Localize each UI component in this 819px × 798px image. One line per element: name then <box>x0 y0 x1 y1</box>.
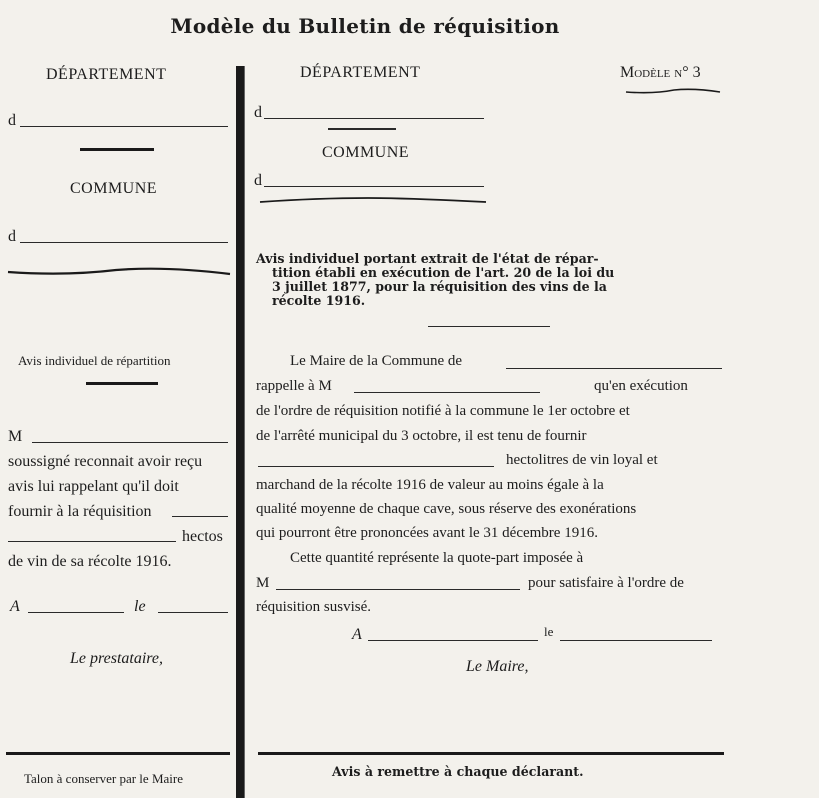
right-a-label: A <box>352 626 362 643</box>
body-line-4: de l'arrêté municipal du 3 octobre, il est tenu de fournir <box>256 428 587 444</box>
body-line-2b: qu'en exécution <box>594 378 688 394</box>
left-m-line <box>32 442 228 443</box>
heading-line-2: tition établi en exécution de l'art. 20 de la loi du <box>272 265 615 280</box>
right-maire: Le Maire, <box>466 658 529 675</box>
left-line-2: avis lui rappelant qu'il doit <box>8 478 179 495</box>
left-hectos-fill <box>8 541 176 542</box>
left-line-5: de vin de sa récolte 1916. <box>8 553 172 570</box>
left-line-4: hectos <box>182 528 223 545</box>
right-footer: Avis à remettre à chaque déclarant. <box>332 764 584 779</box>
left-avis-label: Avis individuel de répartition <box>18 353 171 368</box>
right-d1-line <box>264 118 484 119</box>
right-commune-label: COMMUNE <box>322 144 410 161</box>
left-commune-label: COMMUNE <box>70 180 158 197</box>
left-separator <box>80 148 154 151</box>
person-fill <box>354 392 540 393</box>
left-d2-label: d <box>8 228 16 245</box>
left-avis-separator <box>86 382 158 385</box>
quota-person-fill <box>276 589 520 590</box>
right-d1-label: d <box>254 104 262 121</box>
left-footer: Talon à conserver par le Maire <box>24 771 183 786</box>
modele-number: Modèle n° 3 <box>620 64 701 81</box>
left-prestataire: Le prestataire, <box>70 650 164 667</box>
left-d1-label: d <box>8 112 16 129</box>
left-d2-line <box>20 242 228 243</box>
body-line-3: de l'ordre de réquisition notifié à la commune le 1er octobre et <box>256 403 630 419</box>
modele-underline <box>624 86 722 96</box>
heading-line-1: Avis individuel portant extrait de l'état de répar- <box>256 251 599 266</box>
left-line-3-fill <box>172 516 228 517</box>
body-line-6: marchand de la récolte 1916 de valeur au moins égale à la <box>256 477 604 493</box>
left-line-3: fournir à la réquisition <box>8 503 152 520</box>
perforation-divider <box>236 66 244 798</box>
right-d2-line <box>264 186 484 187</box>
heading-line-3: 3 juillet 1877, pour la réquisition des vins de la <box>272 279 607 294</box>
body-line-7: qualité moyenne de chaque cave, sous réserve des exonérations <box>256 501 637 517</box>
left-d1-line <box>20 126 228 127</box>
left-le-label: le <box>134 598 146 615</box>
left-line-1: soussigné reconnait avoir reçu <box>8 453 203 470</box>
commune-fill <box>506 368 722 369</box>
left-m-label: M <box>8 428 23 445</box>
heading-separator <box>428 326 550 327</box>
left-a-line <box>28 612 124 613</box>
right-footer-rule <box>258 752 724 755</box>
body-line-8: qui pourront être prononcées avant le 31 décembre 1916. <box>256 525 598 541</box>
right-le-label: le <box>544 624 554 639</box>
left-wave-rule <box>6 262 232 278</box>
right-departement-label: DÉPARTEMENT <box>300 64 421 81</box>
body-line-9: Cette quantité représente la quote-part imposée à <box>290 550 584 566</box>
right-le-line <box>560 640 712 641</box>
body-line-10a: M <box>256 575 270 591</box>
left-departement-label: DÉPARTEMENT <box>46 66 167 83</box>
page-title: Modèle du Bulletin de réquisition <box>170 14 560 38</box>
right-short-rule <box>328 128 396 130</box>
heading-line-4: récolte 1916. <box>272 293 366 308</box>
body-line-5: hectolitres de vin loyal et <box>506 452 658 468</box>
body-line-1: Le Maire de la Commune de <box>290 353 463 369</box>
right-a-line <box>368 640 538 641</box>
left-footer-rule <box>6 752 230 755</box>
left-le-line <box>158 612 228 613</box>
right-wave-rule <box>258 192 488 206</box>
hectolitres-fill <box>258 466 494 467</box>
left-a-label: A <box>10 598 20 615</box>
body-line-2a: rappelle à M <box>256 378 332 394</box>
body-line-11: réquisition susvisé. <box>256 599 371 615</box>
right-d2-label: d <box>254 172 262 189</box>
body-line-10b: pour satisfaire à l'ordre de <box>528 575 684 591</box>
